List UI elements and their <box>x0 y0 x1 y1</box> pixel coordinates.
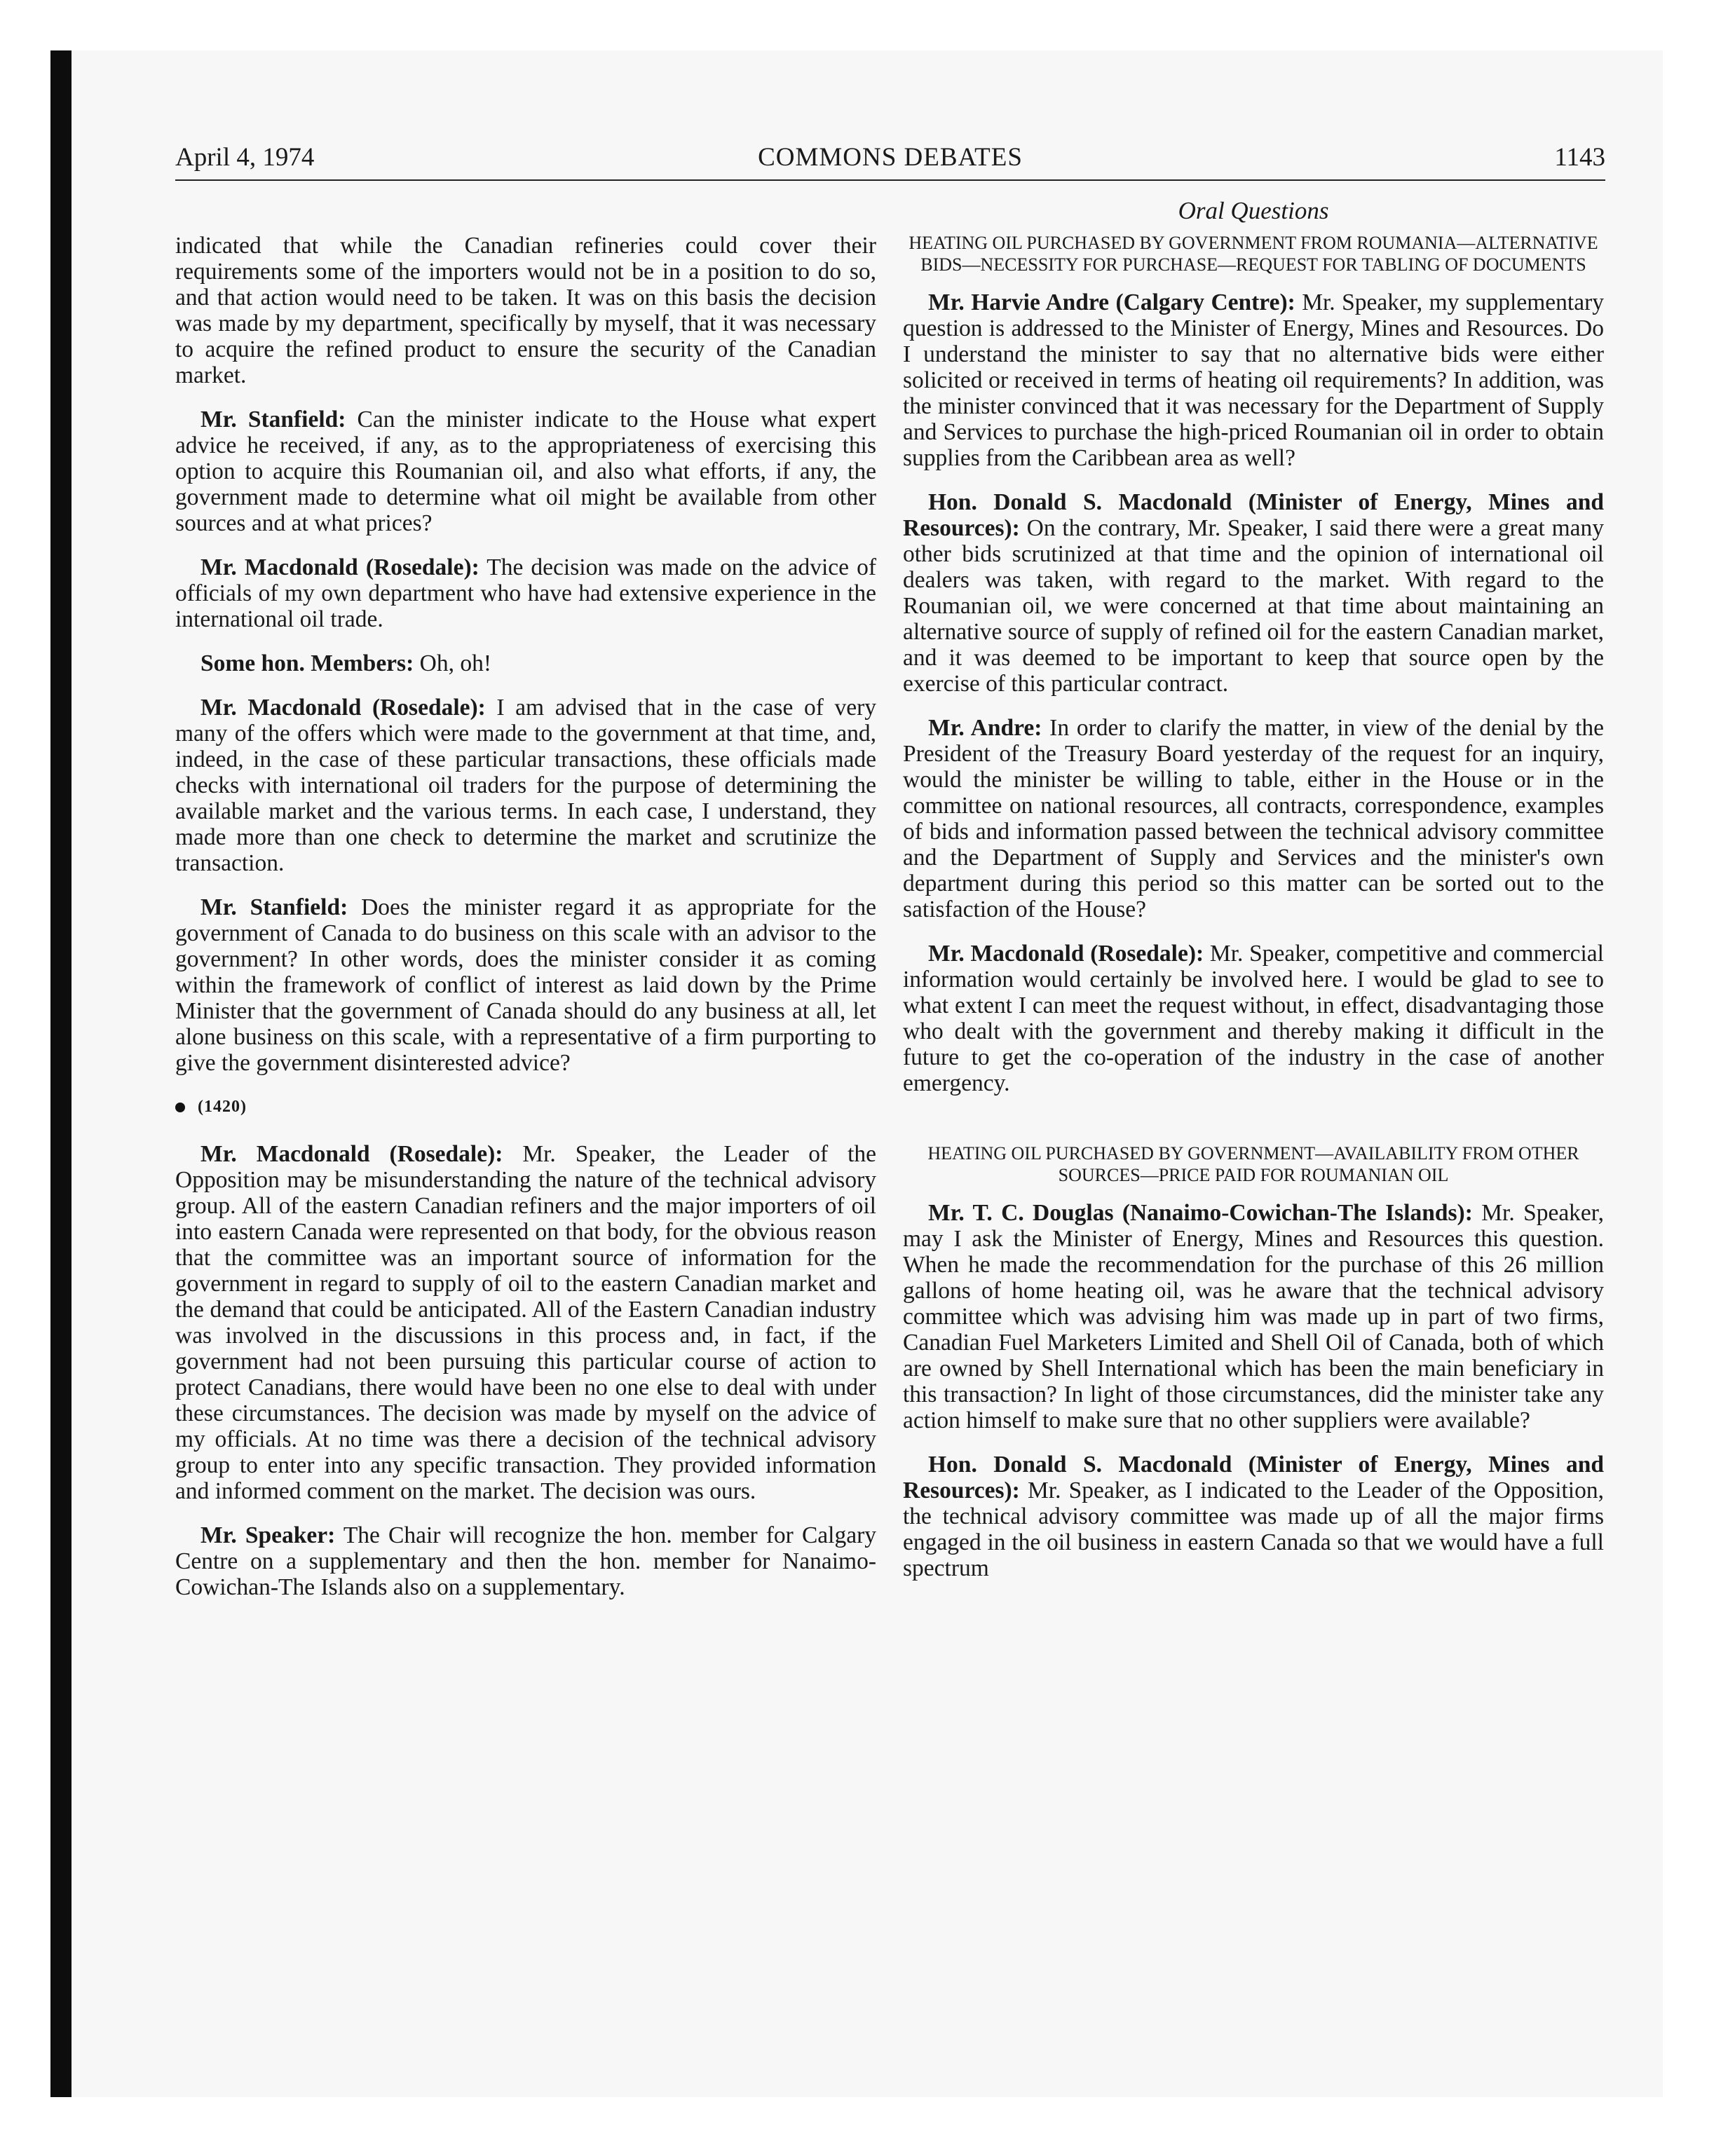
speaker-name: Mr. Andre: <box>928 715 1042 741</box>
speaker-name: Mr. Speaker: <box>200 1522 336 1548</box>
speech-text: Can the minister indicate to the House what expert advice he received, if any, as to the appropriateness of exercising this option to acquire this Roumanian oil, and also what efforts, if any, the government made to determine what oil might be available from other sources and at what prices? <box>175 407 876 536</box>
speaker-name: Mr. Macdonald (Rosedale): <box>200 1141 503 1167</box>
speech-text: Mr. Speaker, may I ask the Minister of Energy, Mines and Resources this question. When he made the recommendation for the purchase of this 26 million gallons of home heating oil, was he aware that the technical advisory committee which was advising him was made up in part of two firms, Canadian Fuel Marketers Limited and Shell Oil of Canada, both of which are owned by Shell International which has been the main beneficiary in this transaction? In light of those circumstances, did the minister take any action himself to make sure that no other suppliers were available? <box>903 1200 1604 1433</box>
paragraph <box>175 407 876 536</box>
topic-heading: HEATING OIL PURCHASED BY GOVERNMENT—AVAILABILITY FROM OTHER SOURCES—PRICE PAID FOR ROUMANIAN OIL <box>927 1143 1579 1185</box>
header-date: April 4, 1974 <box>175 143 315 172</box>
paragraph <box>175 650 876 676</box>
header-title: COMMONS DEBATES <box>758 143 1023 172</box>
speech-text: Mr. Speaker, my supplementary question is addressed to the Minister of Energy, Mines and Resources. Do I understand the minister to say that no alternative bids were either solicited or received in terms of heating oil requirements? In addition, was the minister convinced that it was necessary for the Department of Supply and Services to purchase the high-priced Roumanian oil in order to obtain supplies from the Caribbean area as well? <box>903 289 1604 471</box>
speaker-name: Hon. Donald S. Macdonald (Minister of Energy, Mines and Resources): <box>903 489 1604 541</box>
right-column <box>903 198 1604 1599</box>
speech-text: Mr. Speaker, as I indicated to the Leader of the Opposition, the technical advisory committee was made up of all the major firms engaged in the oil business in eastern Canada so that we would have a full spectrum <box>903 1478 1604 1581</box>
paragraph <box>175 1522 876 1600</box>
speech-text: I am advised that in the case of very many of the offers which were made to the government at that time, and, indeed, in the case of these particular transactions, these officials made checks with international oil traders for the purpose of determining the available market and the various terms. In each case, I understand, they made more than one check to determine the market and scrutinize the transaction. <box>175 695 876 876</box>
speech-text: Oh, oh! <box>414 650 491 676</box>
scan-edge-bar <box>50 50 72 2097</box>
paragraph <box>903 941 1604 1096</box>
paragraph <box>903 289 1604 471</box>
left-column <box>175 233 876 1618</box>
speech-text: In order to clarify the matter, in view of the denial by the President of the Treasury Board yesterday of the request for an inquiry, would the minister be willing to table, either in the House or in the committee on national resources, all contracts, correspondence, examples of bids and information passed between the technical advisory committee and the Department of Supply and Services and the minister's own department during this period so this matter can be sorted out to the satisfaction of the House? <box>903 715 1604 922</box>
paragraph <box>903 715 1604 922</box>
speech-text: The decision was made on the advice of officials of my own department who have had extensive experience in the international oil trade. <box>175 554 876 632</box>
speech-text: Mr. Speaker, the Leader of the Opposition may be misunderstanding the nature of the technical advisory group. All of the eastern Canadian refiners and the major importers of oil into eastern Canada were represented on that body, for the obvious reason that the committee was an important source of information for the government in regard to supply of oil to the eastern Canadian market and the demand that could be anticipated. All of the Eastern Canadian industry was involved in the discussions in this process and, in fact, if the government had not been pursuing this particular course of action to protect Canadians, there would have been no one else to deal with under these circumstances. The decision was made by myself on the advice of my officials. At no time was there a decision of the technical advisory group to enter into any specific transaction. They provided information and informed comment on the market. The decision was ours. <box>175 1141 876 1504</box>
paragraph <box>903 1200 1604 1433</box>
speaker-name: Mr. Macdonald (Rosedale): <box>928 941 1204 967</box>
speaker-name: Some hon. Members: <box>200 650 414 676</box>
speech-text: Does the minister regard it as appropriate for the government of Canada to do business on this scale with an advisor to the government? In other words, does the minister consider it as coming within the framework of conflict of interest as laid down by the Prime Minister that the government of Canada should do any business at all, let alone business on this scale, with a representative of a firm purporting to give the government disinterested advice? <box>175 894 876 1076</box>
header-page-number: 1143 <box>1554 143 1605 172</box>
bullet-icon <box>175 1103 185 1112</box>
page-header <box>175 140 1605 181</box>
speaker-name: Mr. Stanfield: <box>200 407 346 432</box>
speaker-name: Mr. T. C. Douglas (Nanaimo-Cowichan-The Islands): <box>928 1200 1473 1226</box>
speaker-name: Mr. Stanfield: <box>200 894 348 920</box>
paragraph <box>175 554 876 632</box>
time-stamp-text: (1420) <box>198 1098 247 1116</box>
paragraph <box>175 1141 876 1504</box>
paragraph <box>903 489 1604 697</box>
paragraph <box>175 894 876 1076</box>
time-stamp <box>175 1094 876 1120</box>
paragraph <box>903 1452 1604 1581</box>
speech-text: Mr. Speaker, competitive and commercial information would certainly be involved here. I would be glad to see to what extent I can meet the request without, in effect, disadvantaging those who dealt with the government and thereby making it difficult in the future to get the co-operation of the industry in the case of another emergency. <box>903 941 1604 1096</box>
paragraph <box>175 695 876 876</box>
speaker-name: Mr. Macdonald (Rosedale): <box>200 695 486 721</box>
topic-heading: HEATING OIL PURCHASED BY GOVERNMENT FROM ROUMANIA—ALTERNATIVE BIDS—NECESSITY FOR PURCHASE—REQUEST FOR TABLING OF DOCUMENTS <box>909 233 1598 275</box>
speech-text: The Chair will recognize the hon. member for Calgary Centre on a supplementary and then the hon. member for Nanaimo-Cowichan-The Islands also on a supplementary. <box>175 1522 876 1600</box>
section-label: Oral Questions <box>1178 197 1329 224</box>
speaker-name: Hon. Donald S. Macdonald (Minister of Energy, Mines and Resources): <box>903 1452 1604 1503</box>
paragraph: indicated that while the Canadian refineries could cover their requirements some of the importers would not be in a position to do so, and that action would need to be taken. It was on this basis the decision was made by my department, specifically by myself, that it was necessary to acquire the refined product to ensure the security of the Canadian market. <box>175 233 876 388</box>
speech-text: On the contrary, Mr. Speaker, I said there were a great many other bids scrutinized at that time and the opinion of international oil dealers was taken, with regard to the market. With regard to the Roumanian oil, we were concerned at that time about maintaining an alternative source of supply of refined oil for the eastern Canadian market, and it was deemed to be important to keep that source open by the exercise of this particular contract. <box>903 515 1604 697</box>
speaker-name: Mr. Harvie Andre (Calgary Centre): <box>928 289 1295 315</box>
speaker-name: Mr. Macdonald (Rosedale): <box>200 554 479 580</box>
